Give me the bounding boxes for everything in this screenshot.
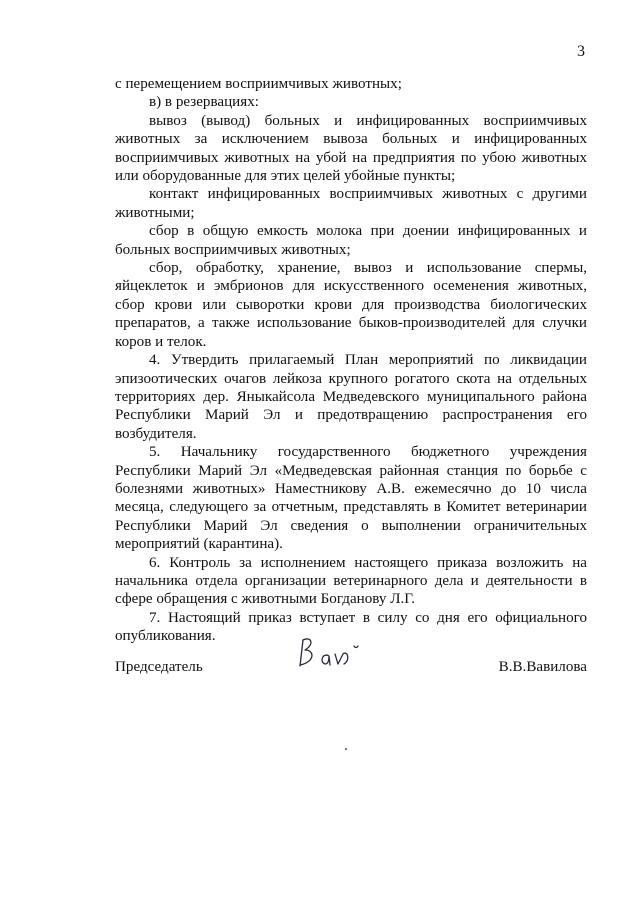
scan-speck [345,748,347,750]
paragraph-item-4: 4. Утвердить прилагаемый План мероприятий по ликвидации эпизоотических очагов лейкоза крупного рогатого скота на отдельных территориях дер. Яныкайсола Медведевского муниципального района Республики Марий Эл и предотвращению распространения его возбудителя. [115,352,587,442]
paragraph-item-7: 7. Настоящий приказ вступает в силу со дня его официального опубликования. [115,609,587,645]
paragraph: контакт инфицированных восприимчивых животных с другими животными; [115,186,587,221]
signatory-name: В.В.Вавилова [498,659,587,675]
page-number: 3 [577,43,585,60]
signatory-title: Председатель [115,659,203,675]
handwritten-signature [291,632,371,672]
document-body [115,75,587,646]
paragraph-item-6: 6. Контроль за исполнением настоящего приказа возложить на начальника отдела организации ветеринарного дела и деятельности в сфере обращения с животными Богданову Л.Г. [115,554,587,608]
paragraph: вывоз (вывод) больных и инфицированных восприимчивых животных за исключением вывоза больных и инфицированных восприимчивых животных на убой на предприятия по убою животных или оборудованные для этих целей убойные пункты; [115,112,587,185]
paragraph: сбор, обработку, хранение, вывоз и использование спермы, яйцеклеток и эмбрионов для искусственного осеменения животных, сбор крови или сыворотки крови для производства биологических препаратов, а также использование быков-производителей для случки коров и телок. [115,260,587,350]
paragraph: с перемещением восприимчивых животных; [115,76,402,92]
paragraph: в) в резервациях: [149,94,259,111]
paragraph-item-5: 5. Начальнику государственного бюджетного учреждения Республики Марий Эл «Медведевская районная станция по борьбе с болезнями животных» Наместникову А.В. ежемесячно до 10 числа месяца, следующего за отчетным, представлять в Комитет ветеринарии Республики Марий Эл сведения о выполнении ограничительных мероприятий (карантина). [115,444,587,553]
paragraph: сбор в общую емкость молока при доении инфицированных и больных восприимчивых животных; [115,223,587,258]
